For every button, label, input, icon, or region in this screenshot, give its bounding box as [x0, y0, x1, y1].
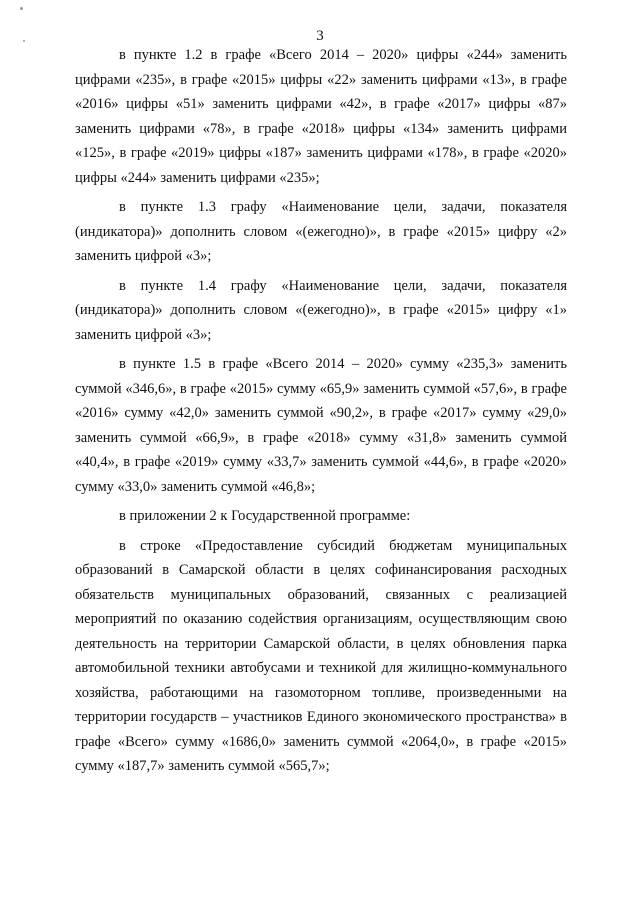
paragraph-subsidy-row: в строке «Предоставление субсидий бюджетам муниципальных образований в Самарской области в целях софинансирования расходных обязательств муниципальных образований, связанных с реализацией мероприятий по оказанию содействия организациям, осуществляющим свою деятельность на территории Самарской области, в целях обновления парка автомобильной техники автобусами и техникой для жилищно-коммунального хозяйства, работающими на газомоторном топливе, произведенными на территории государств – участников Единого экономического пространства» в графе «Всего» сумму «1686,0» заменить суммой «2064,0», в графе «2015» сумму «187,7» заменить суммой «565,7»; — [75, 537, 567, 774]
scan-speck — [20, 7, 23, 10]
paragraph-item-1-4: в пункте 1.4 графу «Наименование цели, задачи, показателя (индикатора)» дополнить словом «(ежегодно)», в графе «2015» цифру «1» заменить цифрой «3»; — [75, 277, 567, 343]
paragraph-item-1-2: в пункте 1.2 в графе «Всего 2014 – 2020» цифры «244» заменить цифрами «235», в графе «2015» цифры «22» заменить цифрами «13», в графе «2016» цифры «51» заменить цифрами «42», в графе «2017» цифры «87» заменить цифрами «78», в графе «2018» цифры «134» заменить цифрами «125», в графе «2019» цифры «187» заменить цифрами «178», в графе «2020» цифры «244» заменить цифрами «235»; — [75, 47, 567, 186]
paragraph-item-1-5: в пункте 1.5 в графе «Всего 2014 – 2020» сумму «235,3» заменить суммой «346,6», в графе «2015» сумму «65,9» заменить суммой «57,6», в графе «2016» сумму «42,0» заменить суммой «90,2», в графе «2017» сумму «29,0» заменить суммой «66,9», в графе «2018» сумму «31,8» заменить суммой «40,4», в графе «2019» сумму «33,7» заменить суммой «44,6», в графе «2020» сумму «33,0» заменить суммой «46,8»; — [75, 356, 567, 495]
paragraph-item-1-3: в пункте 1.3 графу «Наименование цели, задачи, показателя (индикатора)» дополнить словом «(ежегодно)», в графе «2015» цифру «2» заменить цифрой «3»; — [75, 199, 567, 264]
paragraph-appendix-2: в приложении 2 к Государственной программе: — [119, 508, 411, 524]
page-number: 3 — [316, 28, 324, 44]
document-body — [75, 43, 567, 779]
